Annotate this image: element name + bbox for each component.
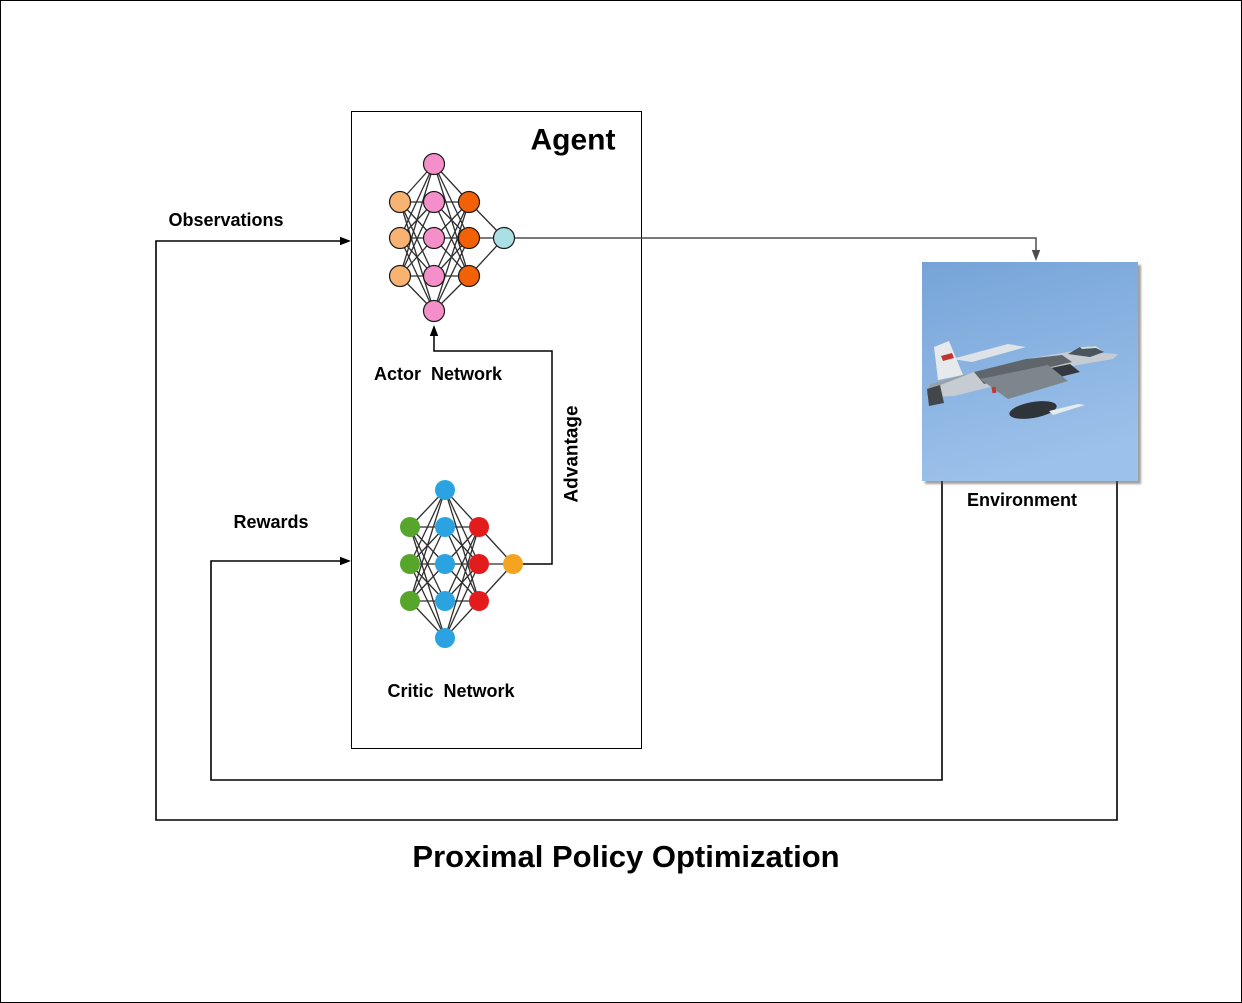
fighter-jet-image	[922, 262, 1138, 481]
diagram-title: Proximal Policy Optimization	[412, 838, 840, 874]
rewards-loop-connector	[211, 479, 942, 780]
actor-network-label: Actor Network	[373, 364, 503, 385]
environment-label: Environment	[966, 490, 1078, 511]
agent-title: Agent	[530, 123, 616, 157]
rewards-label: Rewards	[233, 512, 309, 533]
observations-label: Observations	[168, 210, 284, 231]
environment-image	[922, 262, 1138, 481]
critic-network-label: Critic Network	[387, 681, 515, 702]
critic-network	[400, 480, 523, 648]
action-connector	[504, 238, 1040, 261]
actor-network	[390, 154, 515, 322]
advantage-label: Advantage	[561, 405, 583, 503]
